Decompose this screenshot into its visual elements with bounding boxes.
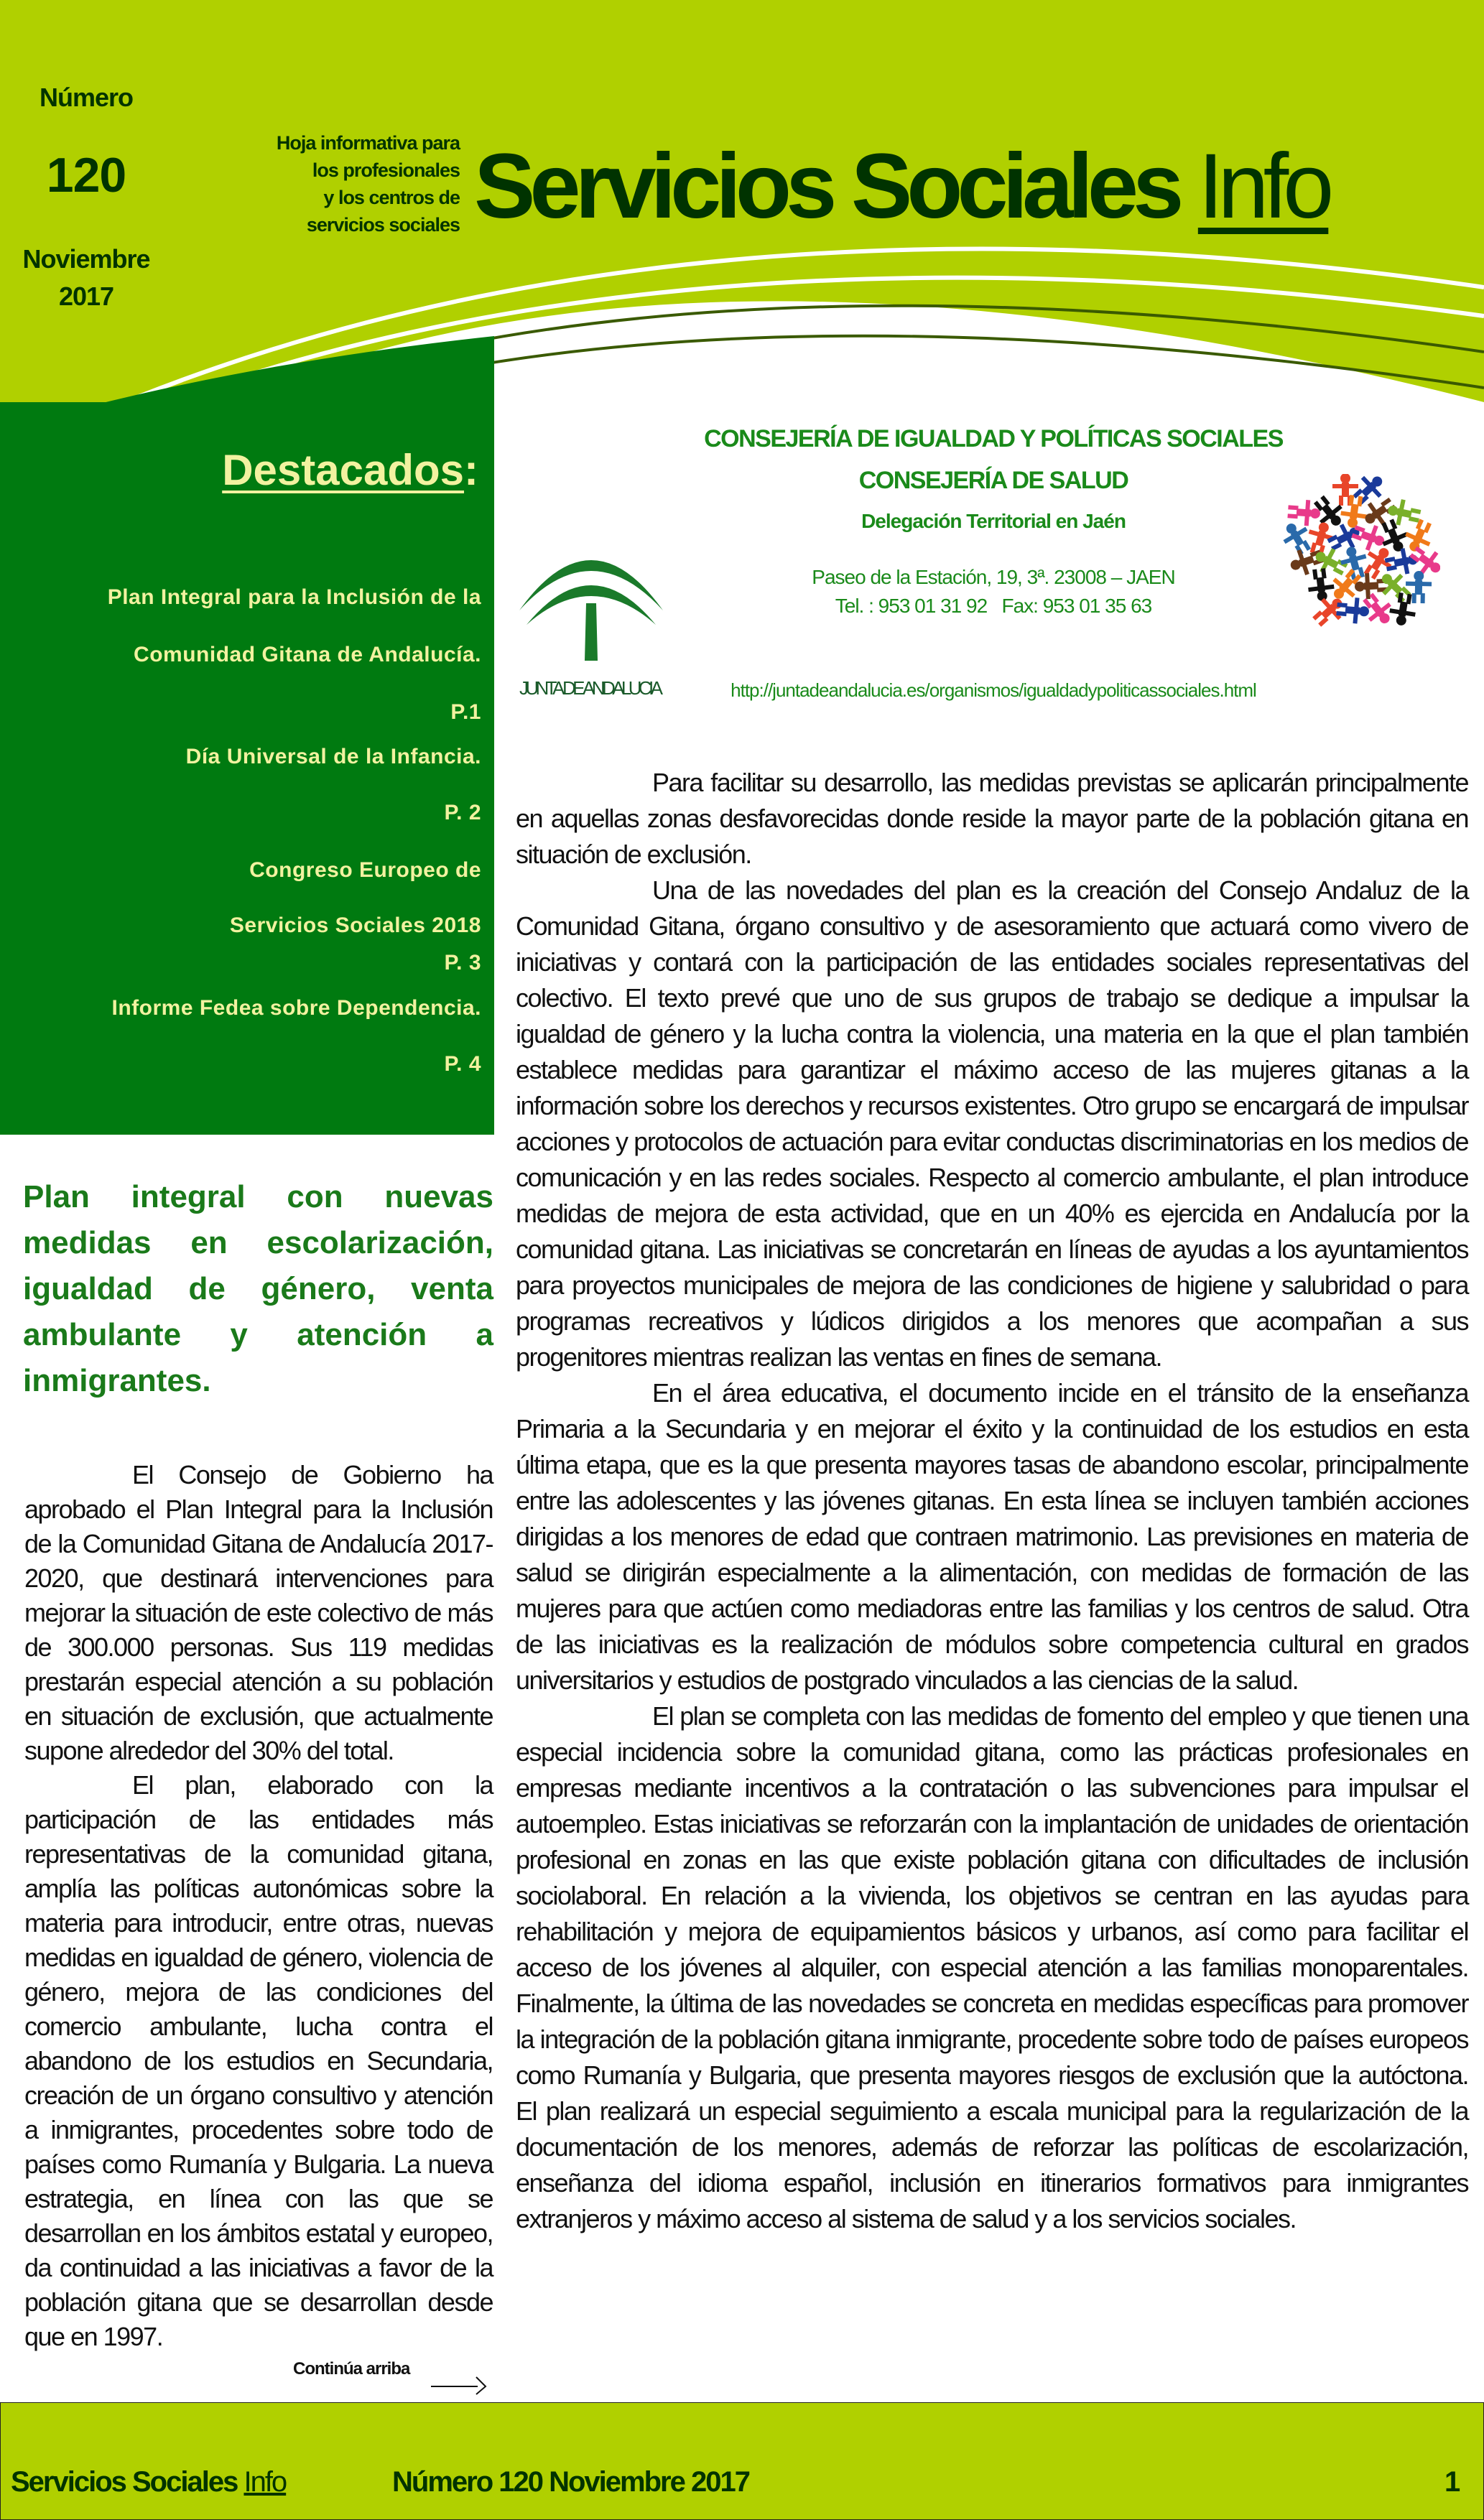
paragraph: Para facilitar su desarrollo, las medidas previstas se aplicarán principalmente en aquellas zonas desfavorecidas donde reside la mayor parte de la población gitana en situación de exclusión. — [516, 768, 1468, 869]
highlight-item[interactable]: Día Universal de la Infancia. — [185, 745, 481, 768]
article-headline: Plan integral con nuevas medidas en escolarización, igualdad de género, venta ambulante y atención a inmigrantes. — [23, 1179, 493, 1398]
highlight-item[interactable]: Informe Fedea sobre Dependencia. — [111, 996, 481, 1020]
page-number: 1 — [1444, 2466, 1460, 2498]
issue-month: Noviembre — [22, 244, 150, 274]
issue-year: 2017 — [58, 282, 114, 311]
footer — [0, 2402, 1484, 2520]
highlight-page[interactable]: P. 2 — [444, 801, 481, 824]
footer-issue: Número 120 Noviembre 2017 — [392, 2466, 749, 2498]
ministry-health: CONSEJERÍA DE SALUD — [858, 467, 1128, 494]
paragraph: El plan, elaborado con la participación de las entidades más representativas de la comunidad gitana, amplía las políticas autonómicas sobre la materia para introducir, entre otras, nuevas medidas en igualdad de género, violencia de género, mejora de las condiciones del comercio ambulante, lucha contra el abandono de los estudios en Secundaria, creación de un órgano consultivo y atención a inmigrantes, procedentes sobre todo de países como Rumanía y Bulgaria. La nueva estrategia, en línea con las que se desarrollan en los ámbitos estatal y europeo, da continuidad a las iniciativas a favor de la población gitana que se desarrollan desde que en 1997. — [24, 1770, 493, 2351]
institution-block — [503, 402, 1484, 718]
masthead-title: Servicios Sociales Info — [474, 135, 1329, 238]
highlight-item[interactable]: Plan Integral para la Inclusión de la — [107, 585, 481, 609]
figure-shape — [1306, 567, 1335, 603]
highlight-item[interactable]: Servicios Sociales 2018 — [229, 913, 481, 937]
paragraph: El Consejo de Gobierno ha aprobado el Plan Integral para la Inclusión de la Comunidad Gitana de Andalucía 2017-2020, que destinará intervenciones para mejorar la situación de este colectivo de más de 300.000 personas. Sus 119 medidas prestarán especial atención a su población en situación de exclusión, que actualmente supone alrededor del 30% del total. — [24, 1460, 493, 1765]
ministry-name: CONSEJERÍA DE IGUALDAD Y POLÍTICAS SOCIALES — [704, 425, 1283, 452]
highlight-page[interactable]: P. 4 — [444, 1052, 481, 1076]
paragraph: En el área educativa, el documento incide en el tránsito de la enseñanza Primaria a la Secundaria y en mejorar el éxito y la continuidad de los estudios en esta última etapa, que es la que presenta mayores tasas de abandono escolar, principalmente entre las adolescentes y las jóvenes gitanas. En esta línea se incluyen también acciones dirigidas a los menores de edad que contraen matrimonio. Las previsiones en materia de salud se dirigirán especialmente a la alimentación, con medidas de formación de las mujeres para que actúen como mediadoras entre las familias y los centros de salud. Otra de las iniciativas es la realización de módulos sobre competencia cultural en grados universitarios y estudios de postgrado vinculados a las ciencias de la salud. — [516, 1378, 1468, 1695]
paragraph: El plan se completa con las medidas de fomento del empleo y que tienen una especial incidencia sobre la comunidad gitana, como las prácticas profesionales en empresas mediante incentivos a la contratación o las subvenciones para impulsar el autoempleo. Estas iniciativas se reforzarán con la implantación de unidades de orientación profesional en zonas en las que existe población gitana con dificultades de inclusión sociolaboral. En relación a la vivienda, los objetivos se centran en las ayudas para rehabilitación y mejora de equipamientos básicos y urbanos, así como para facilitar el acceso de los jóvenes al alquiler, con especial atención a las familias monoparentales. Finalmente, la última de las novedades se concreta en medidas específicas para promover la integración de la población gitana inmigrante, procedente sobre todo de países europeos como Rumanía y Bulgaria, que presenta mayores riesgos de exclusión que la autóctona. El plan realizará un especial seguimiento a escala municipal para la regularización de la documentación de los menores, además de reforzar las políticas de escolarización, enseñanza del idioma español, inclusión en itinerarios formativos para inmigrantes extranjeros y máximo acceso al sistema de salud y a los servicios sociales. — [516, 1701, 1468, 2233]
masthead-info: Info — [1197, 135, 1329, 238]
website-link[interactable]: http://juntadeandalucia.es/organismos/igualdadypoliticassociales.html — [731, 679, 1256, 701]
article-left-column — [24, 1458, 493, 2354]
tagline-line: Hoja informativa para — [276, 132, 460, 154]
highlight-item[interactable]: Comunidad Gitana de Andalucía. — [134, 643, 481, 666]
issue-number: 120 — [46, 148, 126, 203]
address: Paseo de la Estación, 19, 3ª. 23008 – JAEN — [812, 566, 1175, 588]
people-circle-logo — [1282, 474, 1440, 632]
article-right-column — [516, 765, 1468, 2237]
tagline-line: servicios sociales — [306, 214, 460, 236]
tagline-line: y los centros de — [323, 187, 460, 208]
issue-number-label: Número — [39, 83, 134, 112]
delegation: Delegación Territorial en Jaén — [861, 510, 1126, 532]
phone-fax: Tel. : 953 01 31 92 Fax: 953 01 35 63 — [835, 595, 1152, 617]
highlights-heading: Destacados: — [222, 446, 478, 494]
figure-shape — [1386, 497, 1423, 529]
paragraph: Una de las novedades del plan es la creación del Consejo Andaluz de la Comunidad Gitana, órgano consultivo y de asesoramiento que actuará como vivero de iniciativas y contará con la participación de las entidades sociales representativas del colectivo. El texto prevé que uno de sus grupos de trabajo se dedique a impulsar la igualdad de género y la lucha contra la violencia, una materia en la que el plan también establece medidas para garantizar el máximo acceso de las mujeres gitanas a la información sobre los derechos y recursos existentes. Otro grupo se encargará de impulsar acciones y protocolos de actuación para evitar conductas discriminatorias en los medios de comunicación y en las redes sociales. Respecto al comercio ambulante, el plan introduce medidas de mejora de esta actividad, que en un 40% es ejercida en Andalucía por la comunidad gitana. Las iniciativas se concretarán en líneas de ayudas a los ayuntamientos para proyectos municipales de mejora de las condiciones de higiene y salubridad o para programas recreativos y lúdicos dirigidos a los menores que acompañan a sus progenitores mientras realizan las ventas en fines de semana. — [516, 875, 1468, 1372]
highlights-sidebar — [0, 359, 494, 1135]
svg-text:JUNTA DE ANDALUCIA: JUNTA DE ANDALUCIA — [519, 677, 663, 699]
footer-title: Servicios Sociales Info — [11, 2466, 287, 2498]
figure-shape — [1308, 591, 1350, 632]
highlight-item[interactable]: Congreso Europeo de — [249, 858, 481, 882]
arrow-right-icon — [431, 2373, 488, 2395]
continue-link[interactable]: Continúa arriba — [293, 2359, 410, 2379]
tagline-line: los profesionales — [312, 159, 460, 181]
tagline — [215, 129, 460, 238]
highlight-page[interactable]: P.1 — [450, 700, 481, 724]
highlight-page[interactable]: P. 3 — [444, 951, 481, 975]
figure-shape — [1332, 474, 1358, 506]
